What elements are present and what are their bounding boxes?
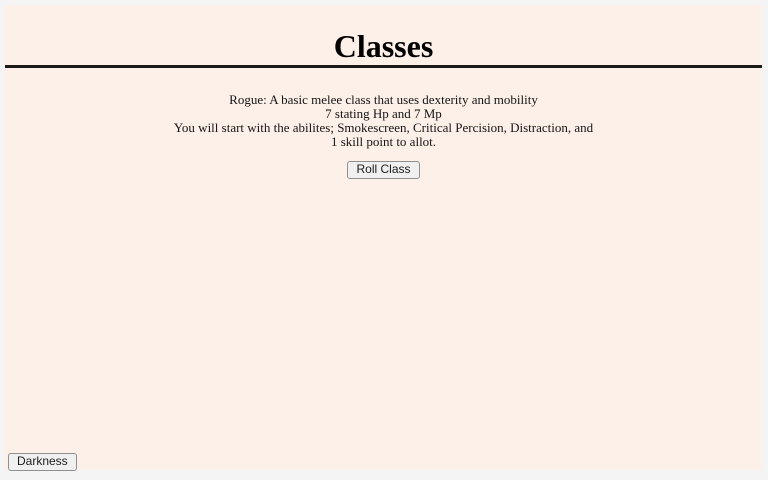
class-description [5,68,762,149]
roll-button-container [5,160,762,179]
class-description-line: 7 stating Hp and 7 Mp [325,106,442,121]
header [5,5,762,68]
class-description-line: Rogue: A basic melee class that uses dexterity and mobility [229,92,538,107]
class-description-line: You will start with the abilites; Smokescreen, Critical Percision, Distraction, and [173,120,594,135]
class-description-line: 1 skill point to allot. [330,134,437,149]
page-content [5,5,762,470]
darkness-toggle-button[interactable]: Darkness [8,453,77,471]
page-title: Classes [333,28,434,64]
roll-class-button[interactable]: Roll Class [347,161,419,179]
